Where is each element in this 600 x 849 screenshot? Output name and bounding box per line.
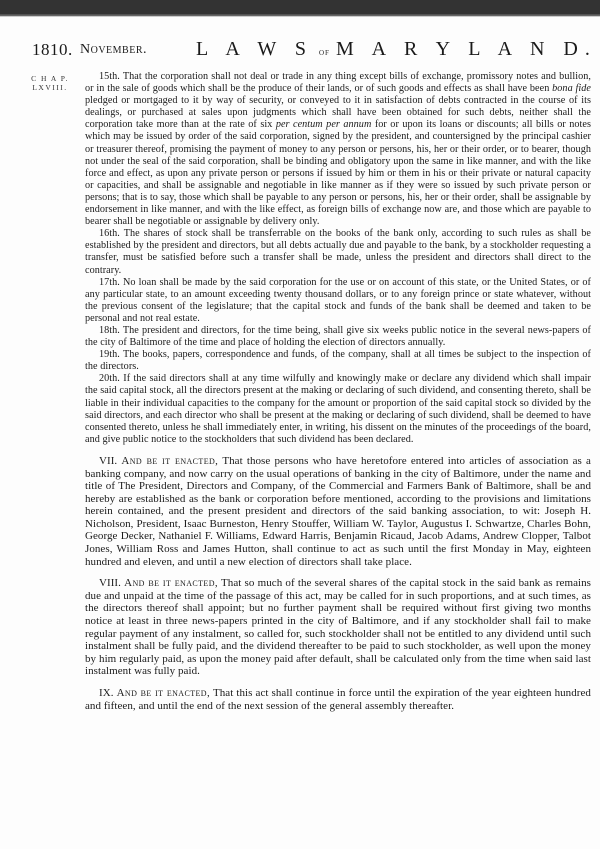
- document-body: [85, 71, 591, 712]
- header-title-laws: L A W S: [196, 38, 313, 60]
- header-month: November.: [80, 42, 148, 57]
- section-viii: [85, 577, 591, 678]
- enacting-clause: And be it enacted,: [121, 454, 219, 467]
- paragraph-15th: [85, 71, 591, 228]
- paragraph-16th: 16th. The shares of stock shall be transferrable on the books of the bank only, according to such rules as shall be established by the president and directors, but all debts actually due and payable to the bank, by a stockholder requesting a transfer, must be satisfied before such a transfer shall be made, unless the president and directors shall direct to the contrary.: [85, 228, 591, 276]
- section-text: That those persons who have heretofore entered into articles of association as a banking company, and now carry on the usual operations of banking in the city of Baltimore, under the name and title of The President, Directors and Company, of the Commercial and Farmers Bank of Baltimore, shall be and hereby are established as the bank or corporation before mentioned, according to the provisions and limitations herein contained, and the present president and directors of the said banking association, to wit: Joseph H. Nicholson, President, Isaac Burneston, Henry Stouffer, William W. Taylor, Augustus I. Schwartze, Charles Bohn, George Decker, Nathaniel F. Williams, Edward Harris, Benjamin Ricaud, Jacob Adams, Andrew Clopper, Talbot Jones, William Ross and James Hutton, shall continue to act as such until the first Monday in May, eighteen hundred and eleven, and until a new election of directors shall take place.: [85, 454, 591, 568]
- paragraph-text: for or upon its loans or discounts; all bills or notes which may be issued by order of the said corporation, signed by the president, and countersigned by the principal cashier or treasurer thereof, promising the payment of money to any person or persons, his, her or their order, or to bearer, though not under the seal of the said corporation, shall be binding and obligatory upon the same in like manner, and with the like force and effect, as upon any private person or persons if issued by him or them in his or their private or natural capacity or capacities, and shall be assignable and negotiable in like manner as if they were so issued by such private person or persons; that is to say, those which shall be payable to any person or persons, his, her or their order, shall be assignable by endorsement in like manner, and with the like effect, as foreign bills of exchange now are, and those which are payable to bearer shall be negotiable or assignable by delivery only.: [85, 119, 591, 228]
- scan-edge-shadow: [0, 14, 600, 17]
- enacting-clause: And be it enacted,: [124, 577, 219, 590]
- running-head: [32, 37, 597, 61]
- section-text: That so much of the several shares of the capital stock in the said bank as remains due and unpaid at the time of the passage of this act, may be called for in such proportions, and at such times, as the directors thereof shall appoint; but no further payment shall be required without first giving two months notice at least in three news-papers printed in the city of Baltimore, and if any stockholder shall fail to make regular payment of any instalment, so called for, such stockholder shall not be entitled to any dividend until such instalment shall be fully paid, and the dividend thereafter to be paid to such stockholder, as well upon the money by him regularly paid, as upon the money paid after default, shall be calculated only from the time when said last instalment was fully paid.: [85, 577, 591, 678]
- header-title-maryland: M A R Y L A N D.: [335, 38, 597, 60]
- section-vii: [85, 455, 591, 568]
- header-year: 1810.: [32, 40, 73, 59]
- section-ix: [85, 687, 591, 712]
- paragraph-17th: 17th. No loan shall be made by the said corporation for the use or on account of this state, or the United States, or of any particular state, to an amount exceeding twenty thousand dollars, or to any foreign prince or state whatever, without the previous consent of the legislature; that the capital stock and funds of the bank shall be deemed and taken to be personal and not real estate.: [85, 276, 591, 324]
- section-numeral: VIII.: [99, 577, 121, 590]
- section-numeral: IX.: [99, 687, 114, 699]
- chapter-margin-note: [30, 74, 70, 92]
- chapter-label: C H A P.: [31, 74, 69, 83]
- paragraph-18th: 18th. The president and directors, for the time being, shall give six weeks public notice in the several news-papers of the city of Baltimore of the time and place of holding the election of directors annually.: [85, 324, 591, 349]
- paragraph-20th: 20th. If the said directors shall at any time wilfully and knowingly make or declare any dividend which shall impair the said capital stock, all the directors present at the making or declaring of such dividend, and consenting thereto, shall be liable in their individual capacities to the company for the amount or proportion of the said capital stock so divided by the said directors, and each director who shall be present at the making or declaring of such dividend, shall be deemed to have consented thereto, unless he shall immediately enter, in writing, his dissent on the minutes of the proceedings of the board, and give public notice to the stockholders that such dividend has been declared.: [85, 373, 591, 445]
- paragraph-19th: 19th. The books, papers, correspondence and funds, of the company, shall at all times be subject to the inspection of the directors.: [85, 349, 591, 373]
- italic-phrase: bona fide: [552, 83, 591, 95]
- section-numeral: VII.: [99, 454, 118, 467]
- italic-phrase: per centum per annum: [275, 119, 372, 131]
- chapter-number: LXVIII.: [32, 83, 68, 92]
- header-title: [196, 38, 597, 61]
- enacting-clause: And be it enacted,: [116, 687, 211, 699]
- paragraph-text: 15th. That the corporation shall not deal or trade in any thing except bills of exchange, promissory notes and bullion, or in the sale of goods which shall be the produce of their lands, or of such goods and effects as shall have been: [85, 71, 591, 95]
- header-title-of: of: [319, 47, 330, 58]
- paragraph-text: pledged or mortgaged to it by way of security, or conveyed to it in satisfaction of debts contracted in the course of its dealings, or purchased at sales upon judgments which shall have been obtained for such debts, neither shall the corporation take more than at the rate of six: [85, 95, 591, 131]
- section-text: That this act shall continue in force until the expiration of the year eighteen hundred and fifteen, and until the end of the next session of the general assembly thereafter.: [85, 687, 591, 712]
